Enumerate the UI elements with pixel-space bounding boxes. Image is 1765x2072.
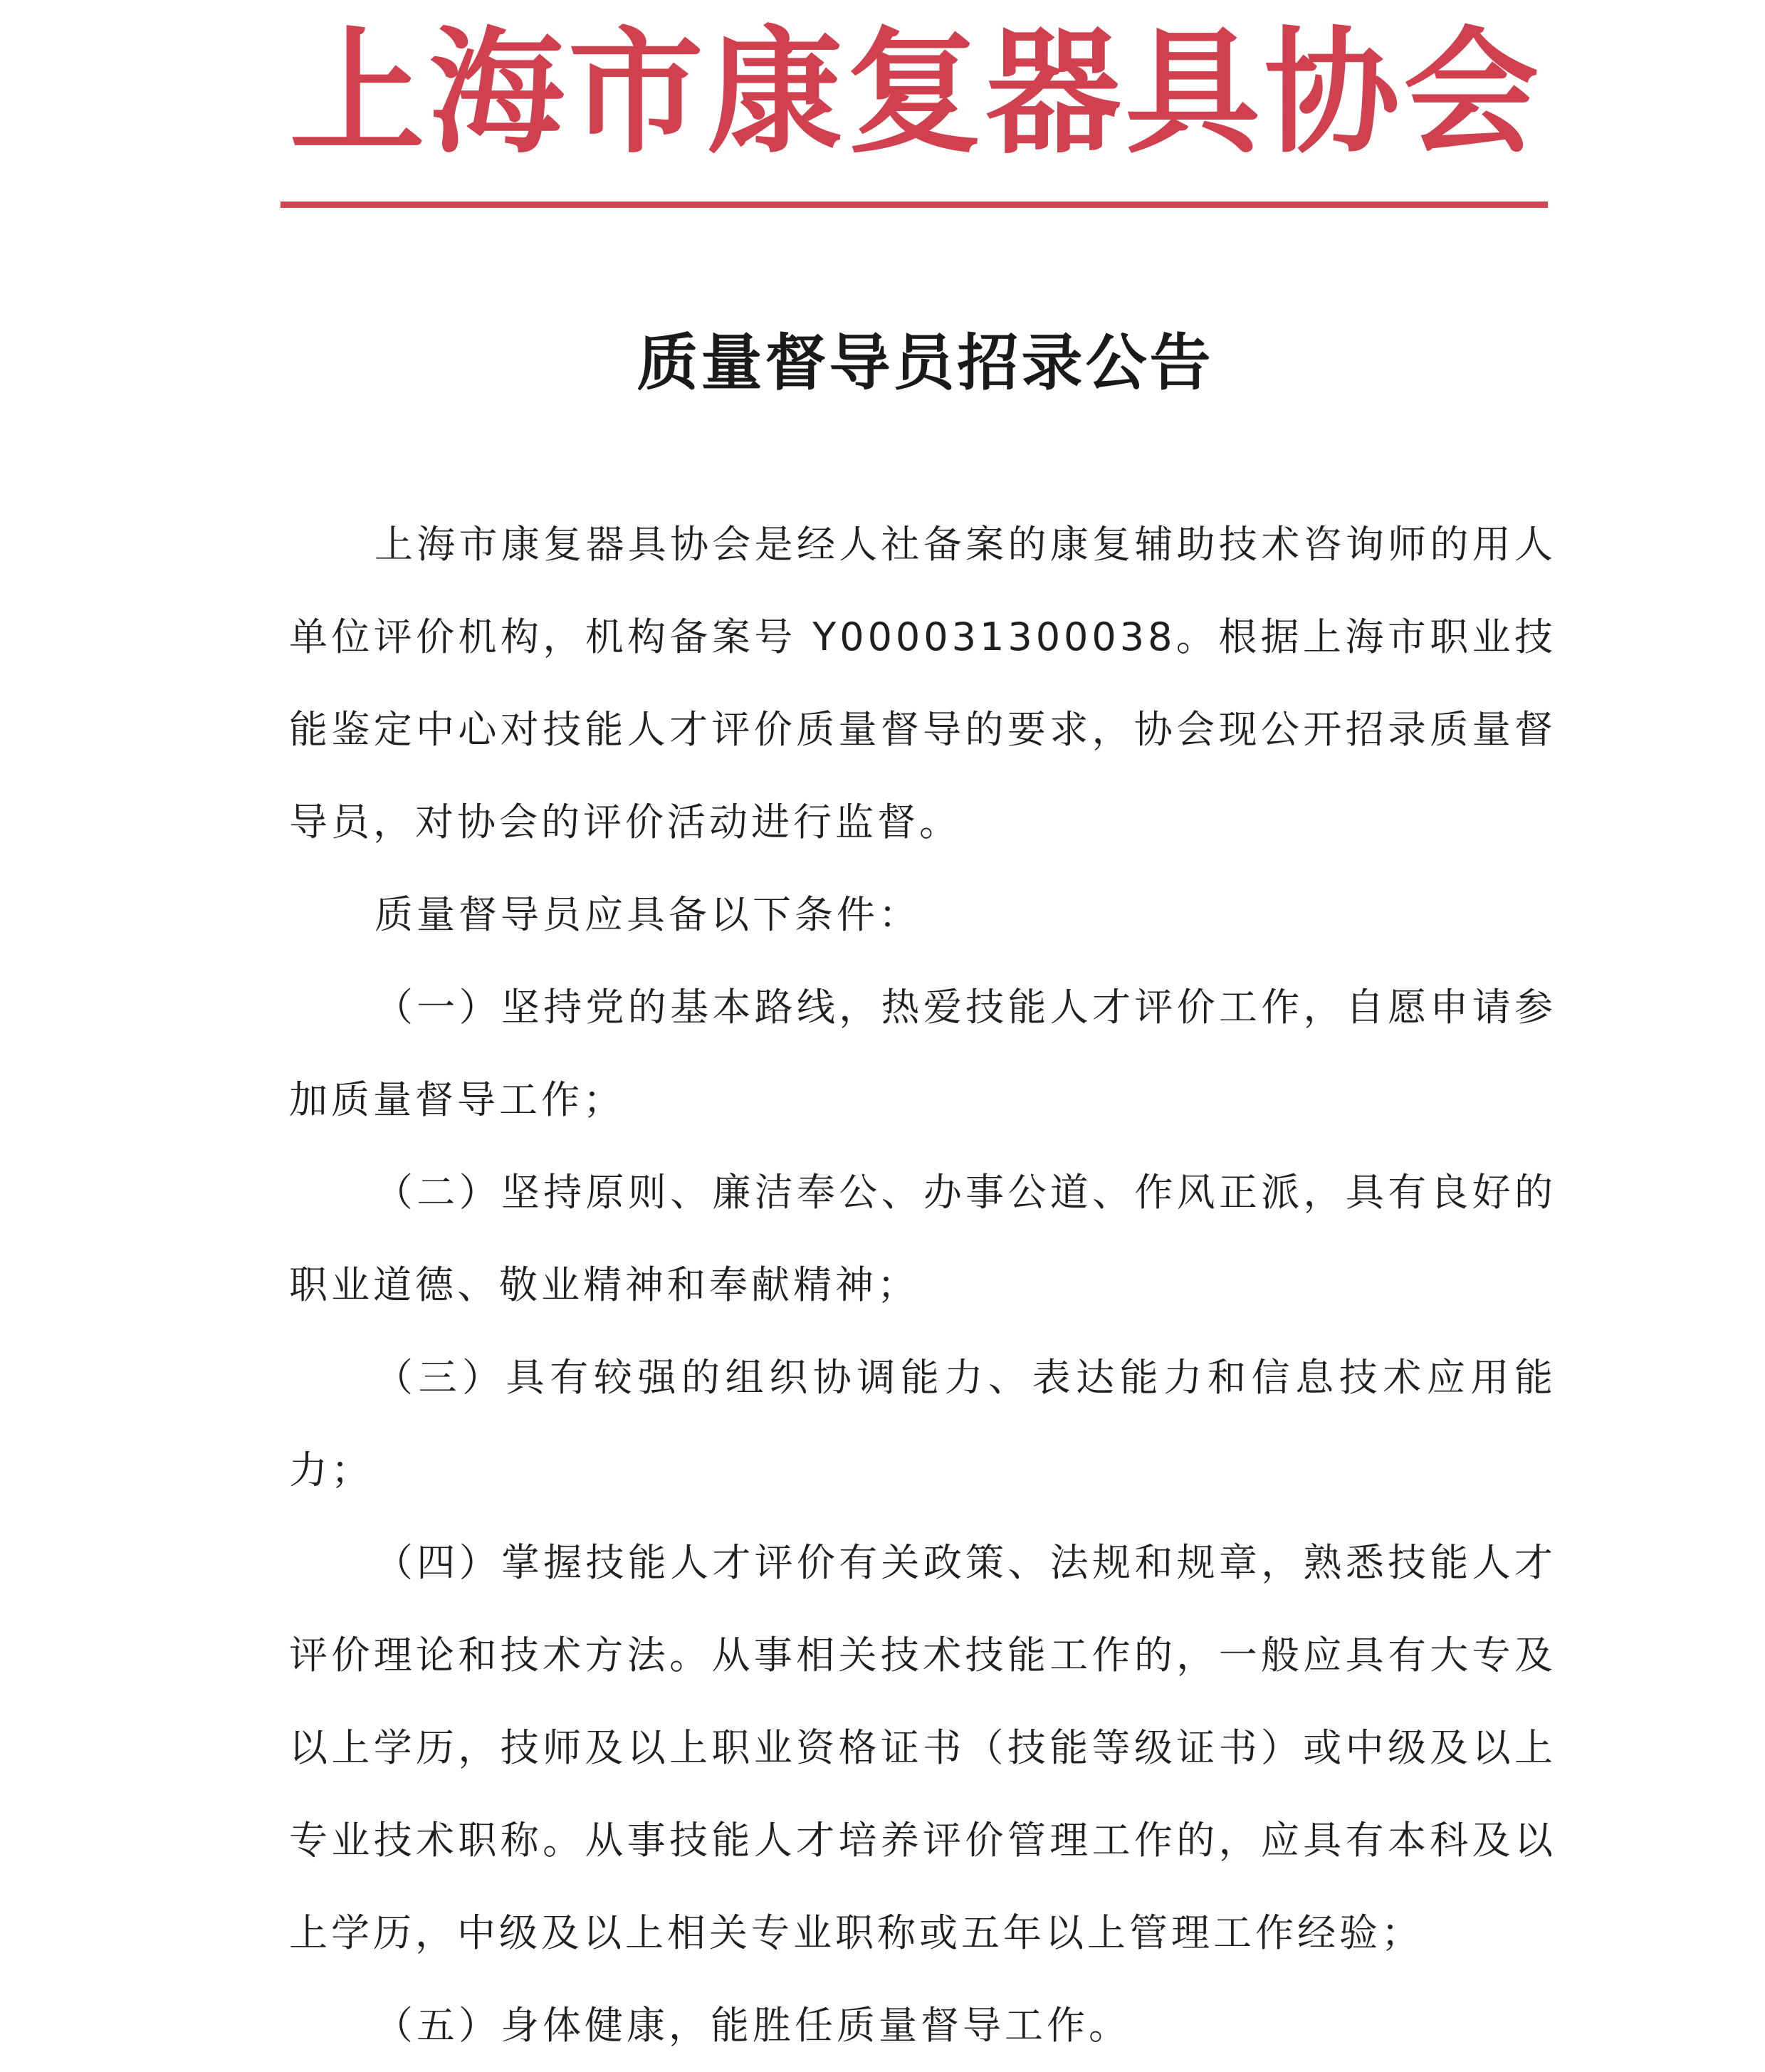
letterhead-char: 协 xyxy=(1264,13,1400,172)
document-title: 质量督导员招录公告 xyxy=(637,328,1214,399)
paragraph-condition-5: （五）身体健康，能胜任质量督导工作。 xyxy=(375,2003,1131,2048)
letterhead-char: 上 xyxy=(289,13,425,172)
letterhead-char: 复 xyxy=(847,13,983,172)
letterhead-char: 海 xyxy=(429,13,565,172)
paragraph-condition-2: （二）坚持原则、廉洁奉公、办事公道、作风正派，具有良好的职业道德、敬业精神和奉献精神； xyxy=(289,1170,1556,1307)
paragraph-conditions-heading: 质量督导员应具备以下条件： xyxy=(375,892,921,937)
paragraph-intro: 上海市康复器具协会是经人社备案的康复辅助技术咨询师的用人单位评价机构，机构备案号 Y000031300038。根据上海市职业技能鉴定中心对技能人才评价质量督导的要求，协会现公开招录质量督导员，对协会的评价活动进行监督。 xyxy=(289,522,1556,844)
letterhead xyxy=(281,13,1548,172)
document-body xyxy=(289,498,1556,2072)
paragraph-condition-3: （三）具有较强的组织协调能力、表达能力和信息技术应用能力； xyxy=(289,1355,1556,1492)
letterhead-char: 具 xyxy=(1125,13,1261,172)
paragraph-condition-4: （四）掌握技能人才评价有关政策、法规和规章，熟悉技能人才评价理论和技术方法。从事相关技术技能工作的，一般应具有大专及以上学历，技师及以上职业资格证书（技能等级证书）或中级及以上专业技术职称。从事技能人才培养评价管理工作的，应具有本科及以上学历，中级及以上相关专业职称或五年以上管理工作经验； xyxy=(289,1540,1556,1955)
letterhead-char: 市 xyxy=(567,13,703,172)
letterhead-char: 康 xyxy=(707,13,843,172)
letterhead-char: 器 xyxy=(985,13,1121,172)
letterhead-char: 会 xyxy=(1403,13,1539,172)
paragraph-condition-1: （一）坚持党的基本路线，热爱技能人才评价工作，自愿申请参加质量督导工作； xyxy=(289,985,1556,1122)
letterhead-divider xyxy=(281,202,1548,208)
